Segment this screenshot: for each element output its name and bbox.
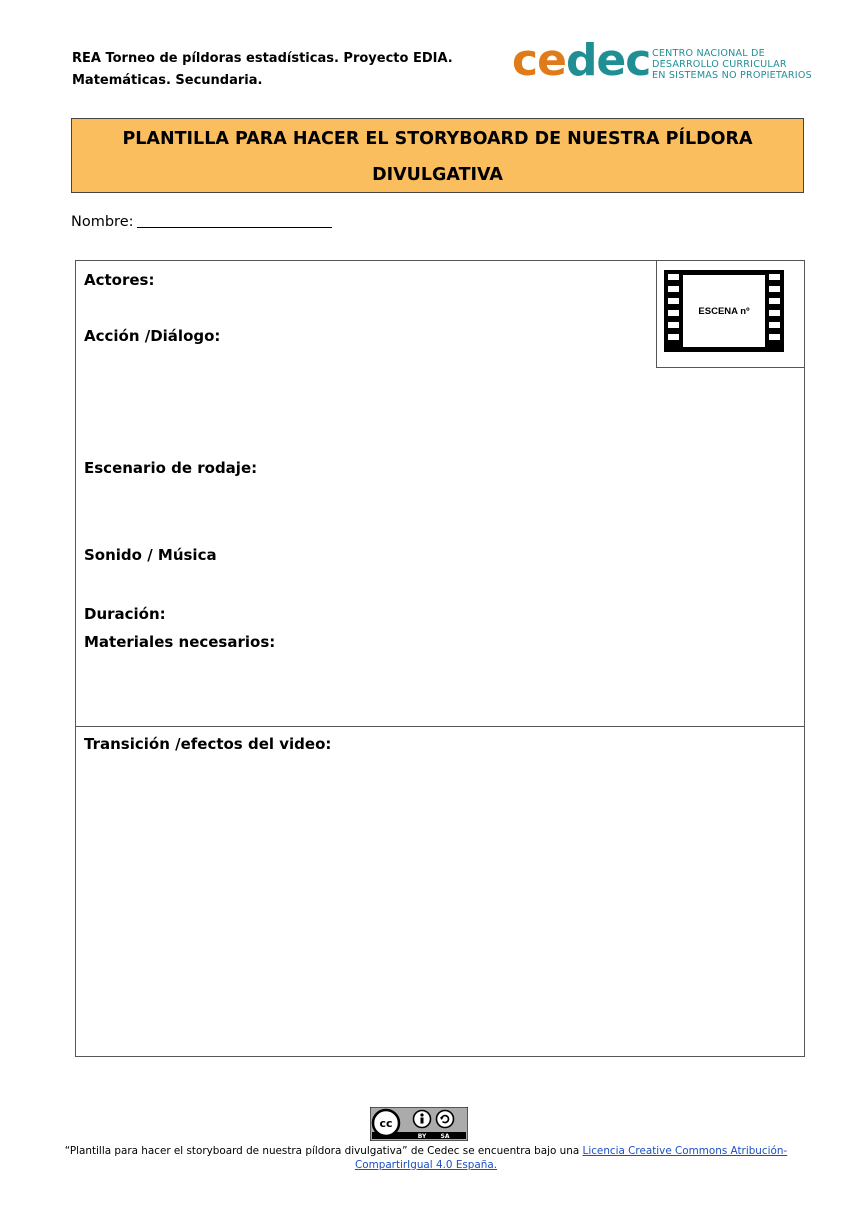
- cedec-logo: [512, 35, 812, 88]
- scene-number-box: [656, 260, 805, 368]
- film-strip-icon: [664, 270, 784, 352]
- sa-label: SA: [440, 1133, 450, 1140]
- license-prefix: “Plantilla para hacer el storyboard de nuestra píldora divulgativa” de Cedec se encuentra bajo una: [64, 1145, 583, 1157]
- storyboard-box: [75, 260, 805, 1057]
- license-line-2: [0, 1158, 852, 1172]
- title-line-2: DIVULGATIVA: [372, 165, 503, 185]
- logo-sub-3: EN SISTEMAS NO PROPIETARIOS: [652, 70, 812, 81]
- cc-icon: cc: [379, 1117, 393, 1130]
- license-link-1[interactable]: Licencia Creative Commons Atribución-: [582, 1145, 788, 1157]
- label-sonido-musica: Sonido / Música: [84, 546, 217, 564]
- cc-by-sa-badge[interactable]: [370, 1107, 468, 1141]
- page-title: [71, 118, 804, 193]
- label-accion-dialogo: Acción /Diálogo:: [84, 327, 221, 345]
- logo-sub-1: CENTRO NACIONAL DE: [652, 48, 765, 59]
- label-materiales: Materiales necesarios:: [84, 633, 276, 651]
- nombre-field: [71, 211, 332, 230]
- license-notice: [0, 1144, 852, 1172]
- nombre-label: Nombre:: [71, 214, 134, 230]
- scene-number-text: ESCENA nº: [698, 306, 750, 317]
- by-label: BY: [417, 1133, 427, 1140]
- license-line-1: [0, 1144, 852, 1158]
- logo-dec: dec: [565, 35, 651, 86]
- title-line-1: PLANTILLA PARA HACER EL STORYBOARD DE NUESTRA PÍLDORA: [122, 129, 753, 149]
- license-link-2[interactable]: CompartirIgual 4.0 España.: [354, 1159, 498, 1171]
- nombre-input-line[interactable]: [137, 211, 332, 228]
- header-text: [72, 48, 453, 92]
- logo-sub-2: DESARROLLO CURRICULAR: [652, 59, 787, 70]
- logo-subtitle: [652, 48, 812, 81]
- logo-ce: ce: [512, 35, 566, 86]
- label-actores: Actores:: [84, 271, 155, 289]
- section-divider: [76, 726, 804, 727]
- label-transicion: Transición /efectos del video:: [84, 735, 332, 753]
- header-line-2: Matemáticas. Secundaria.: [72, 73, 263, 88]
- label-duracion: Duración:: [84, 605, 166, 623]
- header-line-1: REA Torneo de píldoras estadísticas. Proyecto EDIA.: [72, 51, 453, 66]
- label-escenario: Escenario de rodaje:: [84, 459, 258, 477]
- logo-wordmark: [512, 36, 650, 86]
